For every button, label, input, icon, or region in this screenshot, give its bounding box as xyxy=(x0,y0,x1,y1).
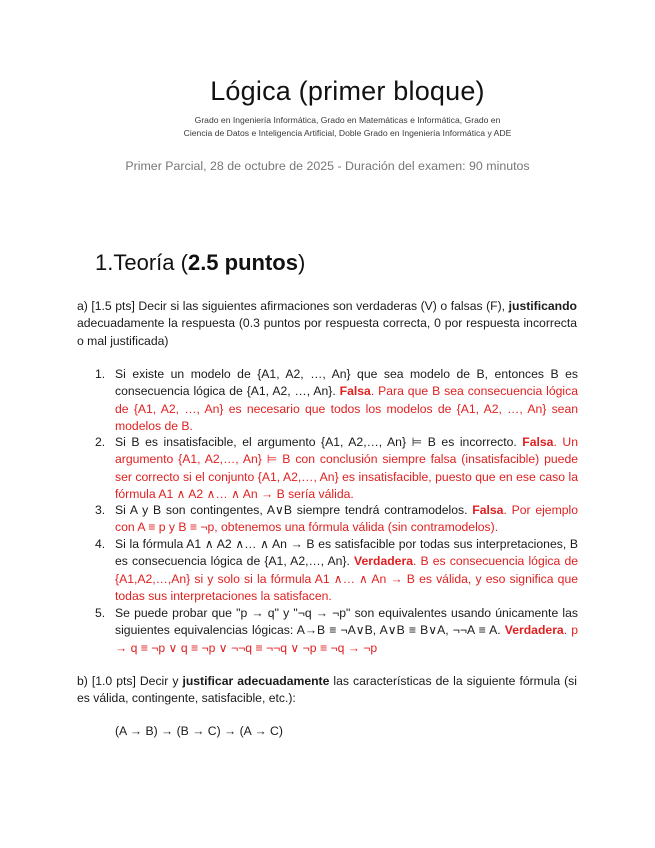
item-body xyxy=(115,536,578,606)
item-justification: . Para que B sea consecuencia lógica de {A1, A2, …, An} es necesario que todos los modelos de {A1, A2, …, An} sean modelos de B. xyxy=(115,384,578,434)
item-verdict: Verdadera xyxy=(504,623,564,638)
degree-programs-line-1: Grado en Ingeniería Informática, Grado en Matemáticas e Informática, Grado en xyxy=(194,115,501,125)
part-b-intro-text: b) [1.0 pts] Decir y xyxy=(77,674,183,688)
part-a-intro-end: adecuadamente la respuesta (0.3 puntos por respuesta correcta, 0 por respuesta incorrecta o mal justificada) xyxy=(77,316,577,348)
item-justification: . Por ejemplo con A ≡ p y B ≡ ¬p, obtenemos una fórmula válida (sin contramodelos). xyxy=(115,503,578,535)
formula: (A → B) → (B → C) → (A → C) xyxy=(115,724,283,738)
item-statement: Si B es insatisfacible, el argumento {A1, A2,…, An} ⊨ B es incorrecto. xyxy=(115,435,523,449)
part-b-intro xyxy=(77,673,577,708)
item-number: 4. xyxy=(95,537,106,551)
part-a-intro-bold: justificando xyxy=(508,299,577,313)
item-number: 5. xyxy=(95,606,106,620)
list-item xyxy=(95,502,578,537)
item-verdict: Falsa xyxy=(339,384,371,399)
degree-programs xyxy=(120,114,575,140)
item-justification: . B es consecuencia lógica de {A1,A2,…,An} si y solo si la fórmula A1 ∧… ∧ An → B es válida, y eso significa que todas sus interpretaciones la satisfacen. xyxy=(115,554,578,604)
item-justification: . Un argumento {A1, A2,…, An} ⊨ B con conclusión siempre falsa (insatisfacible) puede ser correcto si el conjunto {A1, A2,…, An} es insatisfacible, puesto que en ese caso la fórmula A1 ∧ A2 ∧… ∧ An → B sería válida. xyxy=(115,435,578,502)
item-body xyxy=(115,502,578,537)
item-body xyxy=(115,605,578,657)
list-item xyxy=(95,536,578,606)
page-title: Lógica (primer bloque) xyxy=(210,76,485,106)
item-verdict: Falsa xyxy=(472,503,504,517)
item-body xyxy=(115,366,578,436)
item-statement: Si la fórmula A1 ∧ A2 ∧… ∧ An → B es satisfacible por todas sus interpretaciones, B es consecuencia lógica de {A1, A2,…, An}. xyxy=(115,537,578,569)
list-item xyxy=(95,434,578,504)
list-item xyxy=(95,366,578,436)
item-number: 3. xyxy=(95,503,106,517)
degree-programs-line-2: Ciencia de Datos e Inteligencia Artificial, Doble Grado en Ingeniería Informática y ADE xyxy=(183,128,512,138)
item-statement: Si existe un modelo de {A1, A2, …, An} que sea modelo de B, entonces B es consecuencia lógica de {A1, A2, …, An}. xyxy=(115,367,578,399)
section-title-close: ) xyxy=(297,250,306,275)
item-body xyxy=(115,434,578,504)
part-b-intro-end: las características de la siguiente fórmula (si es válida, contingente, satisfacible, etc.): xyxy=(77,674,577,706)
item-verdict: Falsa xyxy=(522,435,554,449)
list-item xyxy=(95,605,578,657)
section-points: 2.5 puntos xyxy=(187,250,298,275)
item-number: 2. xyxy=(95,435,106,449)
part-a-intro xyxy=(77,298,577,350)
part-b-intro-bold: justificar adecuadamente xyxy=(182,674,330,688)
item-statement: Si A y B son contingentes, A∨B siempre tendrá contramodelos. xyxy=(115,503,473,517)
item-verdict: Verdadera xyxy=(354,554,413,569)
item-justification: . p → q ≡ ¬p ∨ q ≡ ¬p ∨ ¬¬q ≡ ¬¬q ∨ ¬p ≡ ¬q → ¬p xyxy=(115,623,578,655)
section-heading xyxy=(95,250,305,276)
exam-info: Primer Parcial, 28 de octubre de 2025 - Duración del examen: 90 minutos xyxy=(125,159,530,173)
section-title: Teoría ( xyxy=(113,250,188,275)
item-statement: Se puede probar que "p → q" y "¬q → ¬p" son equivalentes usando únicamente las siguientes equivalencias lógicas: A→B ≡ ¬A∨B, A∨B ≡ B∨A, ¬¬A ≡ A. xyxy=(115,606,578,638)
item-number: 1. xyxy=(95,367,106,381)
section-number: 1. xyxy=(95,250,114,275)
part-a-intro-text: a) [1.5 pts] Decir si las siguientes afirmaciones son verdaderas (V) o falsas (F), xyxy=(77,299,506,313)
